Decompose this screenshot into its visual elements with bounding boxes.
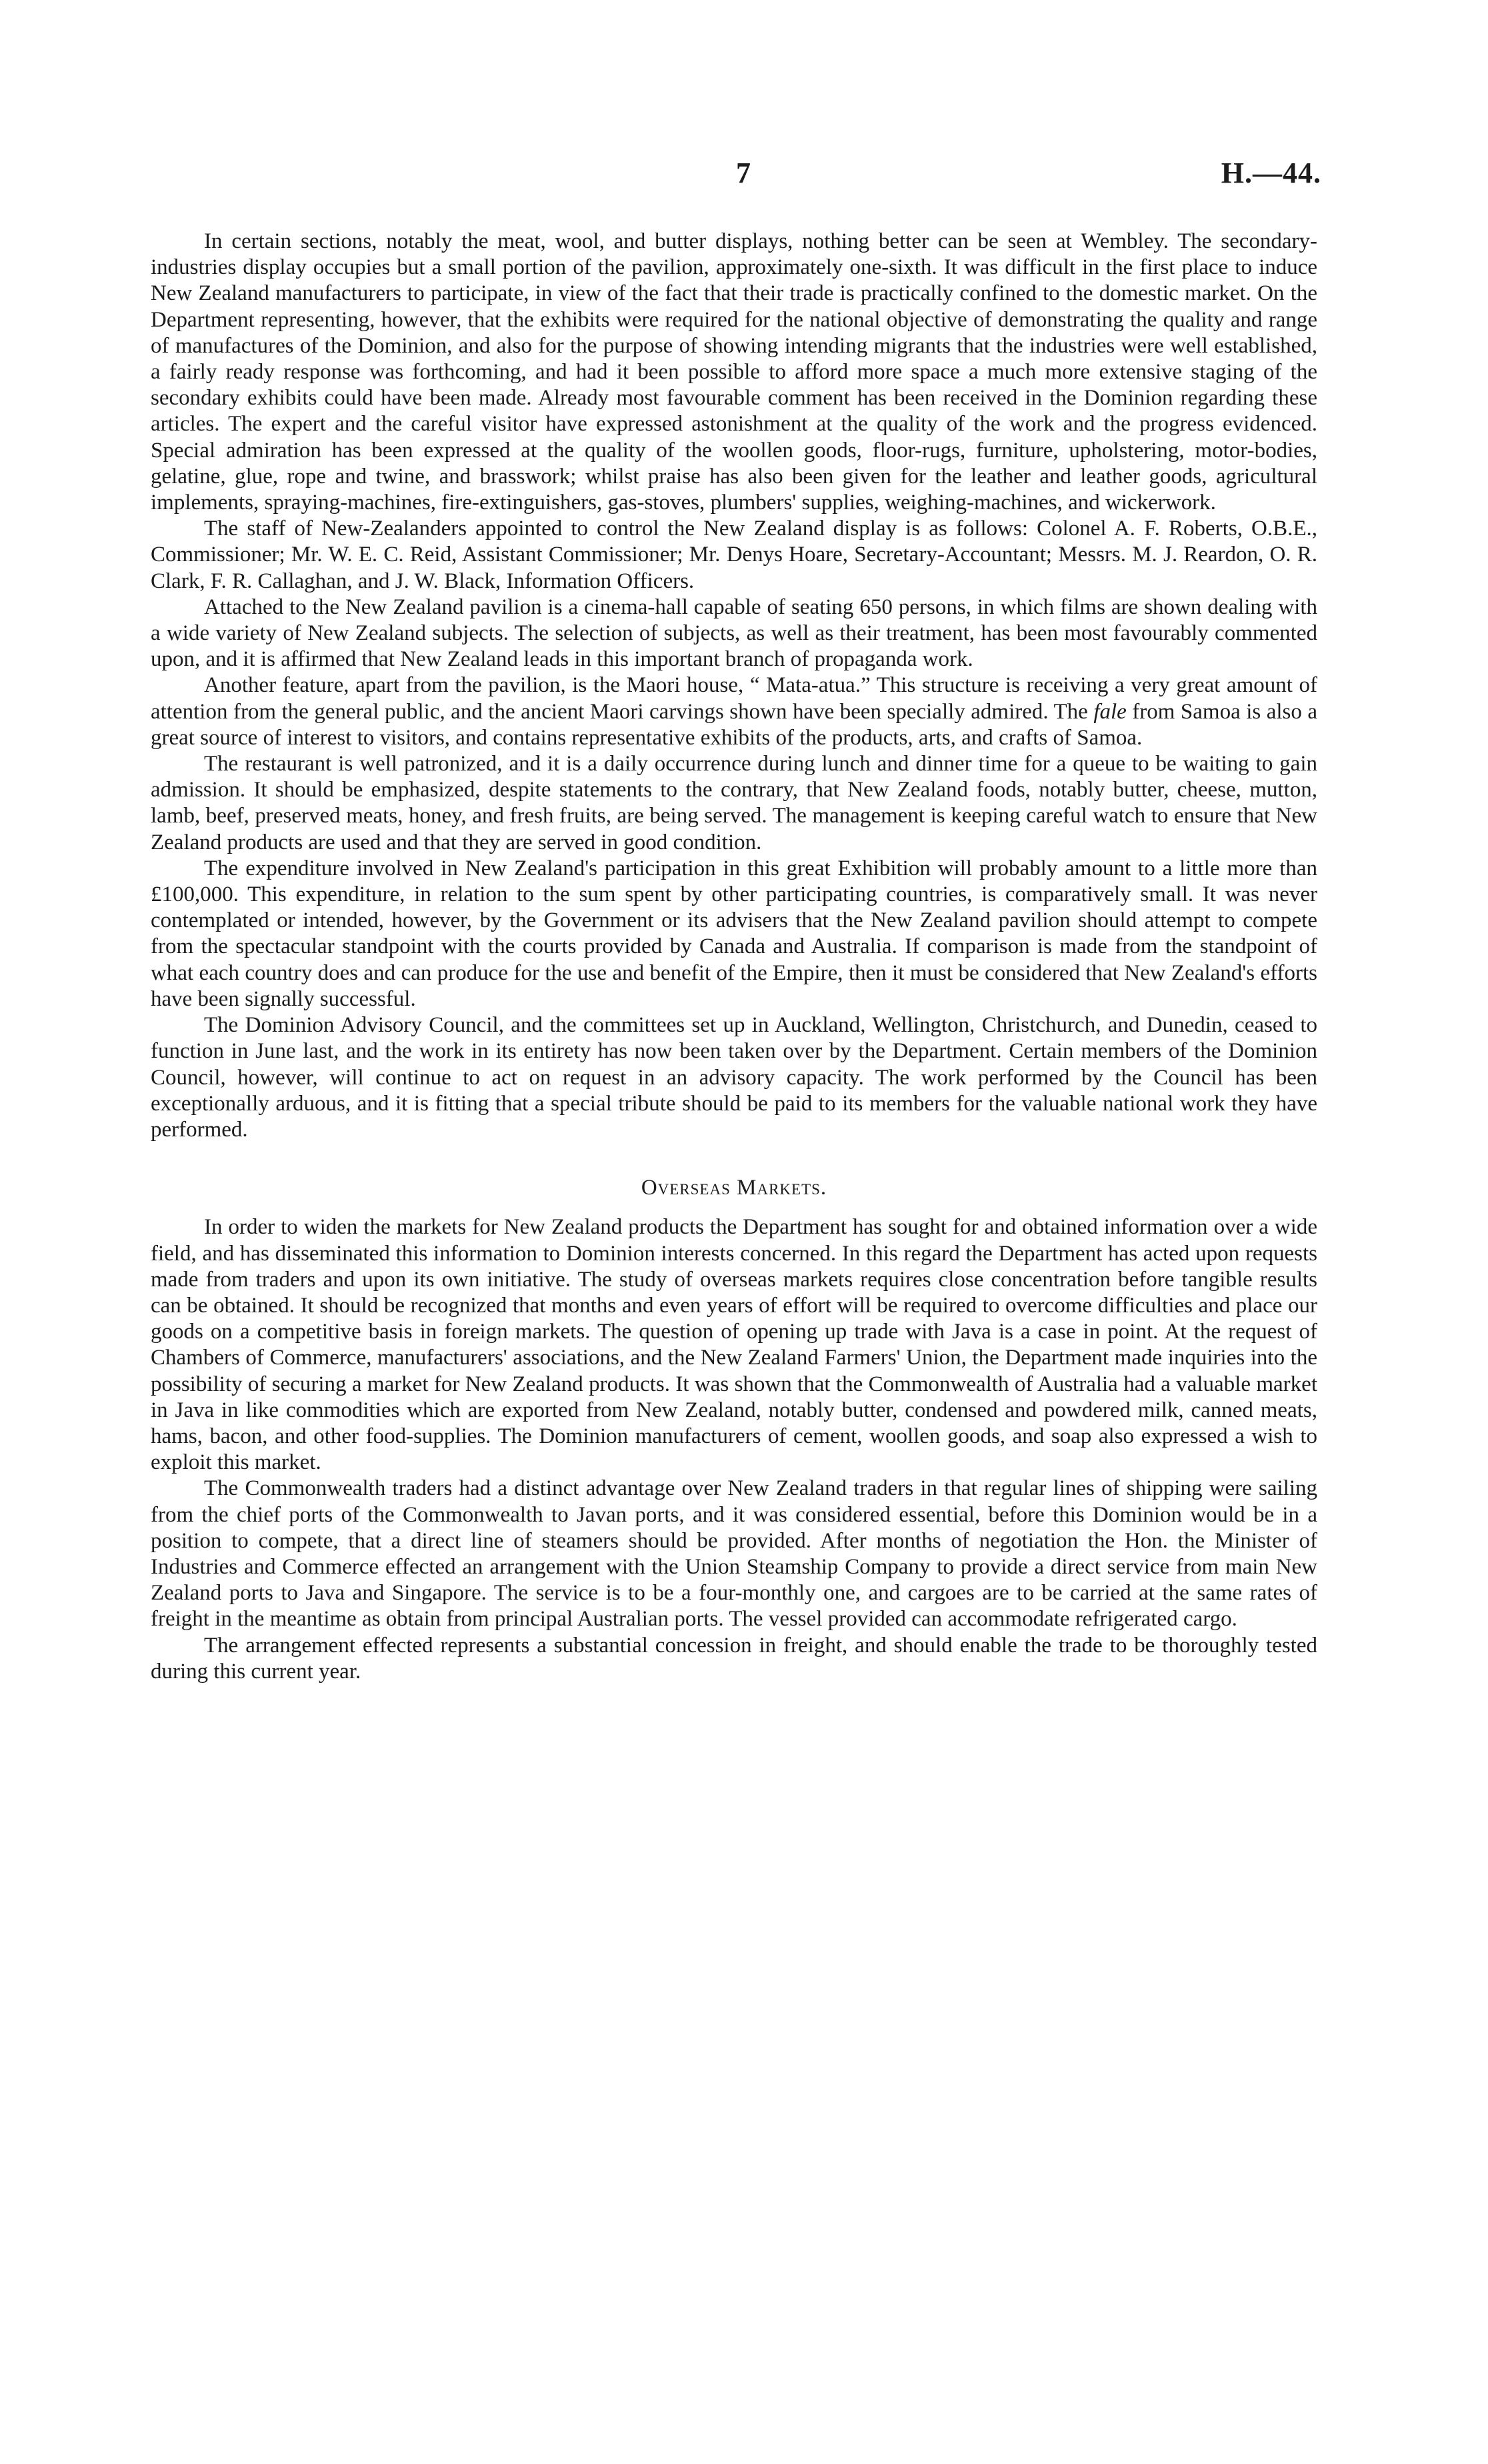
paragraph: The restaurant is well patronized, and it is a daily occurrence during lunch and dinner time for a queue to be waiting to gain admission. It should be emphasized, despite statements to the contrary, that New Zealand foods, notably butter, cheese, mutton, lamb, beef, preserved meats, honey, and fresh fruits, are being served. The management is keeping careful watch to ensure that New Zealand products are used and that they are served in good condition. (151, 752, 1317, 854)
body-text (151, 229, 1317, 1685)
paragraph: The staff of New-Zealanders appointed to control the New Zealand display is as follows: Colonel A. F. Roberts, O.B.E., Commissioner; Mr. W. E. C. Reid, Assistant Commissioner; Mr. Denys Hoare, Secretary-Accountant; Messrs. M. J. Reardon, O. R. Clark, F. R. Callaghan, and J. W. Black, Information Officers. (151, 517, 1317, 593)
italic-term-fale: fale (1093, 699, 1127, 724)
page-number: 7 (736, 157, 751, 189)
paragraph: In order to widen the markets for New Zealand products the Department has sought for and obtained information over a wide field, and has disseminated this information to Dominion interests concerned. In this regard the Department has acted upon requests made from traders and upon its own initiative. The study of overseas markets requires close concentration before tangible results can be obtained. It should be recognized that months and even years of effort will be required to overcome difficulties and place our goods on a competitive basis in foreign markets. The question of opening up trade with Java is a case in point. At the request of Chambers of Commerce, manufacturers' associations, and the New Zealand Farmers' Union, the Department made inquiries into the possibility of securing a market for New Zealand products. It was shown that the Commonwealth of Australia had a valuable market in Java in like commodities which are exported from New Zealand, notably butter, condensed and powdered milk, canned meats, hams, bacon, and other food-supplies. The Dominion manufacturers of cement, woollen goods, and soap also expressed a wish to exploit this market. (151, 1215, 1317, 1475)
paragraph: The Commonwealth traders had a distinct advantage over New Zealand traders in that regular lines of shipping were sailing from the chief ports of the Commonwealth to Javan ports, and it was considered essential, before this Dominion would be in a position to compete, that a direct line of steamers should be provided. After months of negotiation the Hon. the Minister of Industries and Commerce effected an arrangement with the Union Steamship Company to provide a direct service from main New Zealand ports to Java and Singapore. The service is to be a four-monthly one, and cargoes are to be carried at the same rates of freight in the meantime as obtain from principal Australian ports. The vessel provided can accommodate refrigerated cargo. (151, 1476, 1317, 1632)
paragraph: In certain sections, notably the meat, wool, and butter displays, nothing better can be seen at Wembley. The secondary-industries display occupies but a small portion of the pavilion, approximately one-sixth. It was difficult in the first place to induce New Zealand manufacturers to participate, in view of the fact that their trade is practically confined to the domestic market. On the Department representing, however, that the exhibits were required for the national objective of demonstrating the quality and range of manufactures of the Dominion, and also for the purpose of showing intending migrants that the industries were well established, a fairly ready response was forthcoming, and had it been possible to afford more space a much more extensive staging of the secondary exhibits could have been made. Already most favourable comment has been received in the Dominion regarding these articles. The expert and the careful visitor have expressed astonishment at the quality of the work and the progress evidenced. Special admiration has been expressed at the quality of the woollen goods, floor-rugs, furniture, upholstering, motor-bodies, gelatine, glue, rope and twine, and brasswork; whilst praise has also been given for the leather and leather goods, agricultural implements, spraying-machines, fire-extinguishers, gas-stoves, plumbers' supplies, weighing-machines, and wickerwork. (151, 229, 1317, 515)
paragraph-maori-house (151, 672, 1317, 751)
paragraph: The arrangement effected represents a substantial concession in freight, and should enable the trade to be thoroughly tested during this current year. (151, 1633, 1317, 1684)
paragraph: Attached to the New Zealand pavilion is a cinema-hall capable of seating 650 persons, in which films are shown dealing with a wide variety of New Zealand subjects. The selection of subjects, as well as their treatment, has been most favourably commented upon, and it is affirmed that New Zealand leads in this important branch of propaganda work. (151, 595, 1317, 672)
section-heading-overseas-markets: Overseas Markets. (641, 1176, 827, 1200)
paragraph: The Dominion Advisory Council, and the committees set up in Auckland, Wellington, Christchurch, and Dunedin, ceased to function in June last, and the work in its entirety has now been taken over by the Department. Certain members of the Dominion Council, however, will continue to act on request in an advisory capacity. The work performed by the Council has been exceptionally arduous, and it is fitting that a special tribute should be paid to its members for the valuable national work they have performed. (151, 1013, 1317, 1142)
paragraph-text: Another feature, apart from the pavilion, is the Maori house, “ Mata-atua.” This structure is receiving a very great amount of attention from the general public, and the ancient Maori carvings shown have been specially admired. The (151, 673, 1317, 724)
paragraph-text: from Samoa is also a great source of interest to visitors, and contains representative exhibits of the products, arts, and crafts of Samoa. (151, 699, 1317, 750)
paragraph: The expenditure involved in New Zealand's participation in this great Exhibition will probably amount to a little more than £100,000. This expenditure, in relation to the sum spent by other participating countries, is comparatively small. It was never contemplated or intended, however, by the Government or its advisers that the New Zealand pavilion should attempt to compete from the spectacular standpoint with the courts provided by Canada and Australia. If comparison is made from the standpoint of what each country does and can produce for the use and benefit of the Empire, then it must be considered that New Zealand's efforts have been signally successful. (151, 856, 1317, 1011)
document-reference: H.—44. (1221, 157, 1321, 189)
